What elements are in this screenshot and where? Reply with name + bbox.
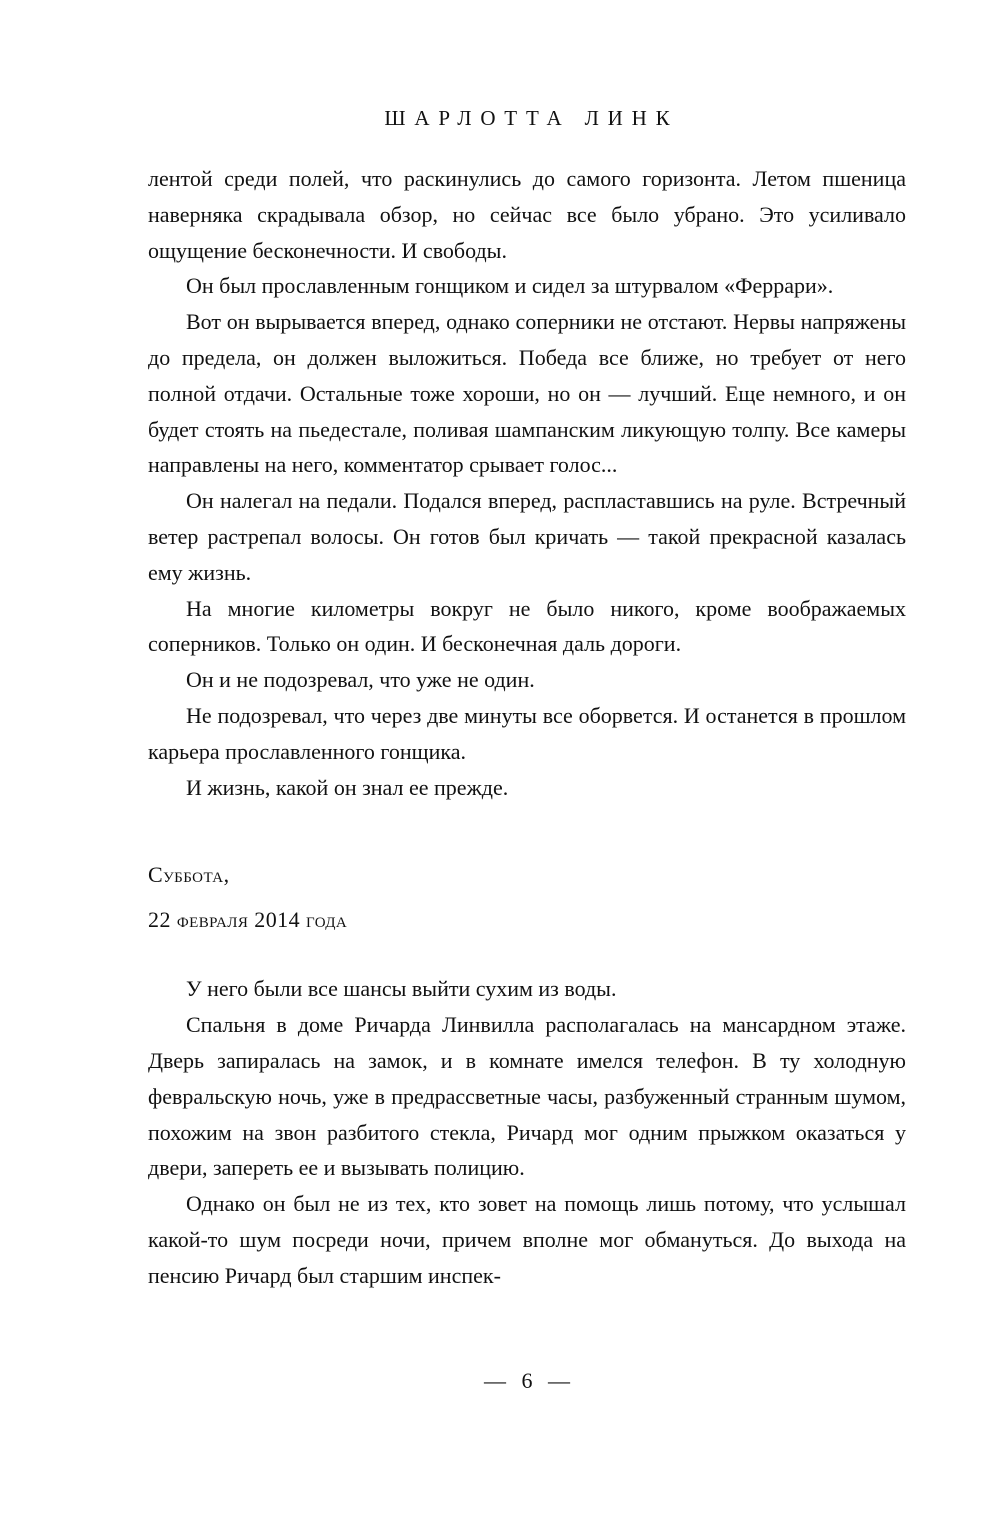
paragraph: Однако он был не из тех, кто зовет на помощь лишь потому, что услышал какой-то шум посреди ночи, причем вполне мог обмануться. До выхода на пенсию Ричард был старшим инспек-	[148, 1191, 906, 1288]
paragraph: Он и не подозревал, что уже не один.	[186, 667, 535, 693]
paragraph: лентой среди полей, что раскинулись до самого горизонта. Летом пшеница наверняка скрадывала обзор, но сейчас все было убрано. Это усиливало ощущение бесконечности. И свободы.	[148, 166, 906, 263]
paragraph: Спальня в доме Ричарда Линвилла располагалась на мансардном этаже. Дверь запиралась на замок, и в комнате имелся телефон. В ту холодную февральскую ночь, уже в предрассветные часы, разбуженный странным шумом, похожим на звон разбитого стекла, Ричард мог одним прыжком оказаться у двери, запереть ее и вызывать полицию.	[148, 1012, 906, 1181]
paragraph: Вот он вырывается вперед, однако соперники не отстают. Нервы напряжены до предела, он должен выложиться. Победа все ближе, но требует от него полной отдачи. Остальные тоже хороши, но он — лучший. Еще немного, и он будет стоять на пьедестале, поливая шампанским ликующую толпу. Все камеры направлены на него, комментатор срывает голос...	[148, 309, 906, 478]
paragraph: Он был прославленным гонщиком и сидел за штурвалом «Феррари».	[186, 273, 834, 299]
section-heading-line: 22 февраля 2014 года	[148, 907, 348, 933]
body-text	[148, 161, 906, 1294]
paragraph: На многие километры вокруг не было никого, кроме воображаемых соперников. Только он один. И бесконечная даль дороги.	[148, 595, 906, 657]
page-number-footer	[148, 1368, 906, 1394]
paragraph: Он налегал на педали. Подался вперед, распластавшись на руле. Встречный ветер растрепал волосы. Он готов был кричать — такой прекрасной казалась ему жизнь.	[148, 488, 906, 585]
running-header-author: ШАРЛОТТА ЛИНК	[384, 106, 679, 130]
footer-dash-left: —	[484, 1368, 506, 1393]
paragraph: У него были все шансы выйти сухим из воды.	[186, 976, 617, 1002]
paragraph: Не подозревал, что через две минуты все оборвется. И останется в прошлом карьера прославленного гонщика.	[148, 702, 906, 764]
paragraph: И жизнь, какой он знал ее прежде.	[186, 774, 509, 800]
section-heading-date	[148, 852, 906, 942]
page-content	[148, 106, 906, 1294]
section-heading-line: Суббота,	[148, 862, 230, 888]
page-number: 6	[521, 1368, 533, 1393]
footer-dash-right: —	[548, 1368, 570, 1393]
